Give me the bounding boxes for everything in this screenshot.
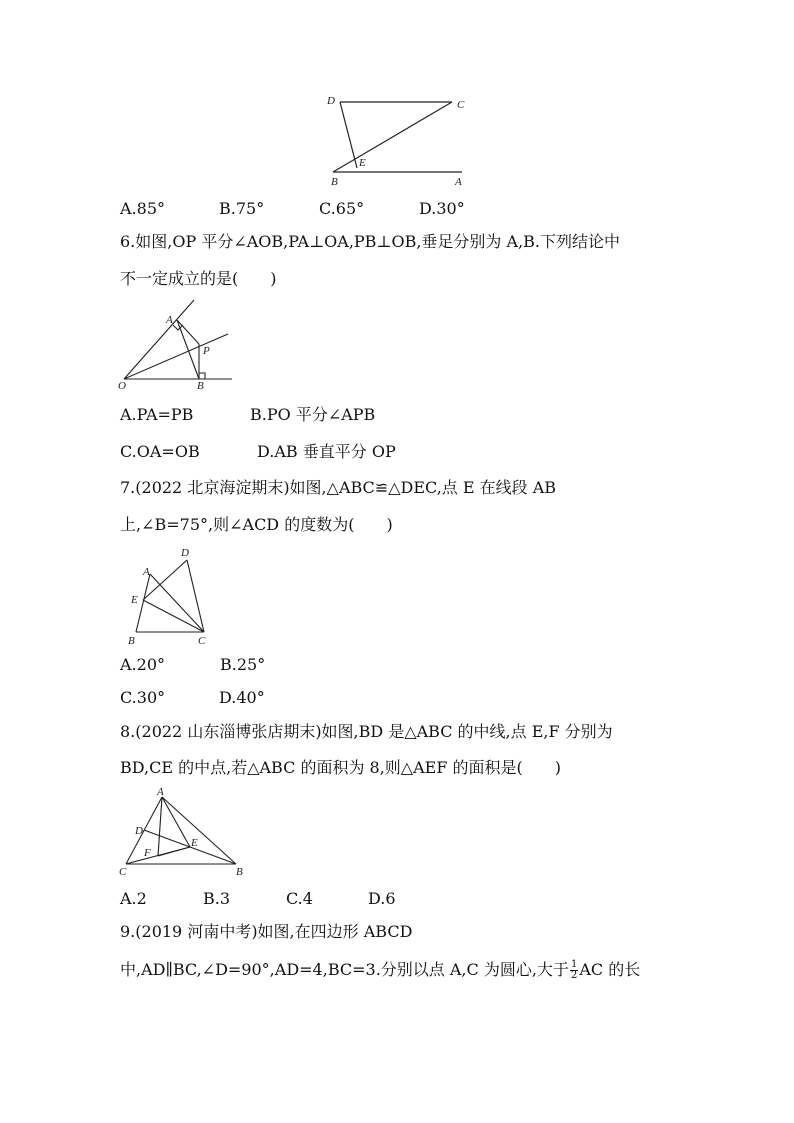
q6-option-c: C.OA=OB: [120, 442, 200, 461]
q9-line2-post: AC 的长: [579, 960, 641, 979]
q7-option-d: D.40°: [219, 688, 265, 707]
q8-label-e: E: [191, 837, 198, 849]
q8-option-b: B.3: [203, 889, 231, 908]
q9-question-line1: 9.(2019 河南中考)如图,在四边形 ABCD: [120, 922, 413, 941]
q7-label-a: A: [143, 566, 150, 578]
q7-option-c: C.30°: [120, 688, 166, 707]
q8-option-c: C.4: [286, 889, 313, 908]
q9-question-line2: [120, 960, 640, 981]
q5-option-a: A.85°: [120, 199, 165, 218]
q6-option-b: B.PO 平分∠APB: [250, 405, 376, 424]
q8-option-d: D.6: [368, 889, 396, 908]
q5-label-e: E: [359, 157, 366, 169]
q7-option-a: A.20°: [120, 655, 165, 674]
q6-figure-labels: [118, 314, 210, 392]
q5-label-a: A: [455, 176, 462, 188]
q8-label-d: D: [135, 825, 143, 837]
q8-label-f: F: [144, 847, 151, 859]
q8-question-line1: 8.(2022 山东淄博张店期末)如图,BD 是△ABC 的中线,点 E,F 分别为: [120, 722, 613, 741]
q5-label-d: D: [327, 95, 335, 107]
q7-label-b: B: [128, 635, 135, 647]
q7-label-d: D: [181, 547, 189, 559]
q7-question-line2: 上,∠B=75°,则∠ACD 的度数为( ): [120, 515, 393, 534]
q6-option-a: A.PA=PB: [120, 405, 194, 424]
q6-label-b: B: [197, 380, 204, 392]
q5-figure-labels: [326, 95, 465, 188]
q6-figure: [124, 300, 232, 379]
q5-option-b: B.75°: [219, 199, 265, 218]
q8-label-a: A: [157, 786, 164, 798]
q7-label-e: E: [131, 594, 138, 606]
q6-question-line2: 不一定成立的是( ): [120, 269, 277, 288]
q5-option-d: D.30°: [419, 199, 465, 218]
q9-fraction: [570, 960, 578, 981]
q5-figure: [333, 102, 462, 172]
q8-label-b: B: [236, 866, 243, 878]
q6-label-p: P: [203, 345, 210, 357]
q5-label-b: B: [331, 176, 338, 188]
q6-question-line1: 6.如图,OP 平分∠AOB,PA⊥OA,PB⊥OB,垂足分别为 A,B.下列结论中: [120, 232, 621, 251]
q5-label-c: C: [457, 99, 465, 111]
q8-option-a: A.2: [120, 889, 147, 908]
q8-question-line2: BD,CE 的中点,若△ABC 的面积为 8,则△AEF 的面积是( ): [120, 758, 562, 777]
q7-label-c: C: [198, 635, 206, 647]
q8-label-c: C: [119, 866, 127, 878]
q9-frac-denominator: 2: [570, 970, 578, 981]
q6-label-a: A: [166, 314, 173, 326]
q9-line2-pre: 中,AD∥BC,∠D=90°,AD=4,BC=3.分别以点 A,C 为圆心,大于: [120, 960, 569, 979]
q6-label-o: O: [118, 380, 126, 392]
q9-frac-numerator: 1: [570, 959, 578, 970]
q6-option-d: D.AB 垂直平分 OP: [257, 442, 396, 461]
q5-option-c: C.65°: [319, 199, 365, 218]
q7-question-line1: 7.(2022 北京海淀期末)如图,△ABC≌△DEC,点 E 在线段 AB: [120, 478, 557, 497]
q7-option-b: B.25°: [220, 655, 266, 674]
